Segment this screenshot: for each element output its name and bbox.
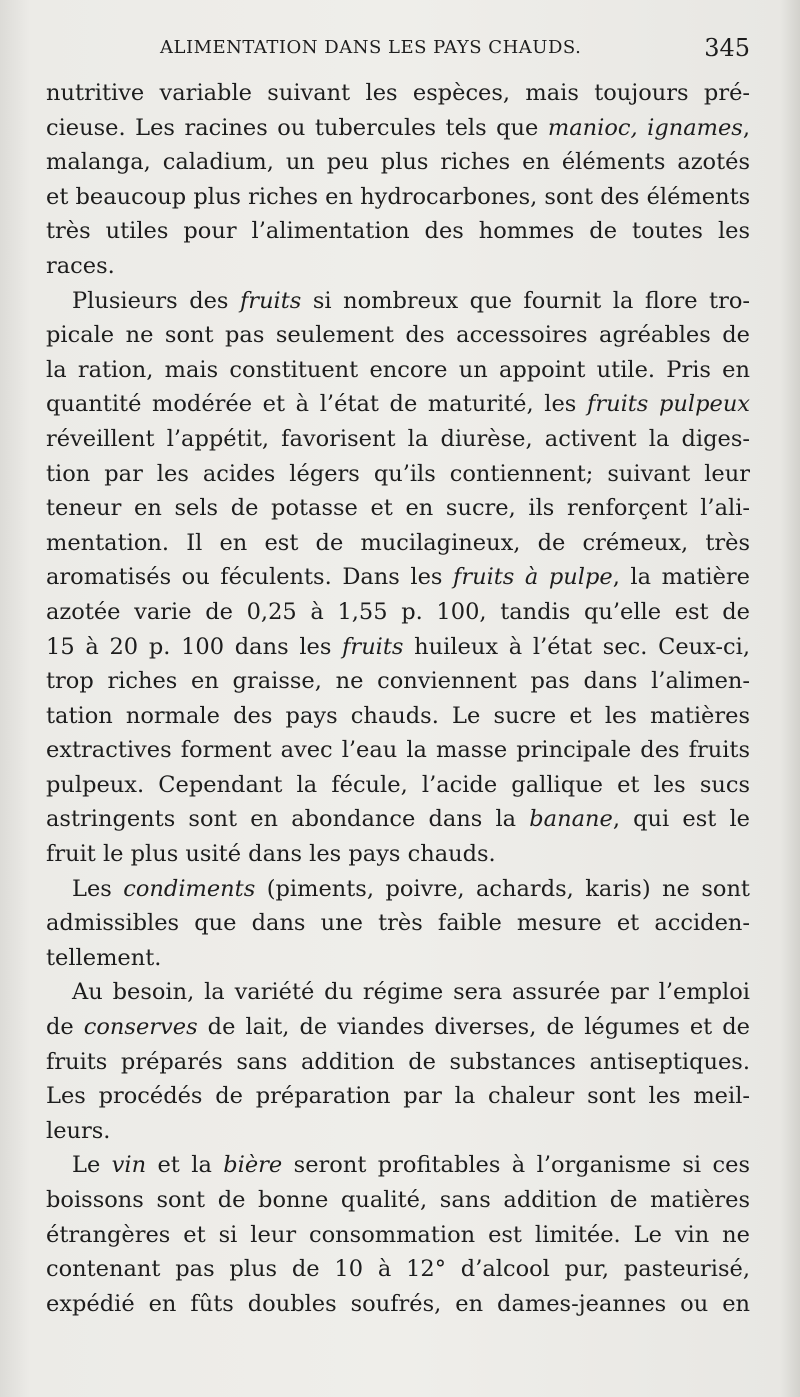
text-run: boissons sont de bonne qualité, sans addition de matières bbox=[46, 1187, 750, 1213]
text-run: picale ne sont pas seulement des accessoires agréables de bbox=[46, 322, 750, 349]
text-run: très utiles pour l’alimentation des hommes de toutes les bbox=[46, 218, 750, 245]
text-run: admissibles que dans une très faible mesure et acciden- bbox=[46, 910, 750, 937]
text-run: tellement. bbox=[46, 944, 162, 971]
text-run: races. bbox=[46, 252, 115, 279]
italic-term: fruits bbox=[239, 287, 302, 314]
text-line bbox=[46, 595, 750, 630]
text-run: et la bbox=[146, 1152, 224, 1179]
italic-term: conserves bbox=[83, 1014, 198, 1041]
text-line bbox=[46, 699, 750, 734]
text-line bbox=[46, 560, 750, 595]
text-line bbox=[46, 664, 750, 699]
text-line bbox=[46, 1183, 750, 1218]
text-run: , qui est le bbox=[612, 806, 750, 833]
text-line bbox=[46, 76, 750, 111]
text-line bbox=[46, 768, 750, 803]
text-line bbox=[46, 318, 750, 353]
text-run: et beaucoup plus riches en hydrocarbones, sont des éléments bbox=[46, 183, 750, 210]
text-line bbox=[46, 630, 750, 665]
italic-term: banane bbox=[529, 806, 613, 833]
text-run: Les bbox=[72, 875, 124, 902]
text-line bbox=[46, 1252, 750, 1287]
text-line bbox=[46, 941, 750, 976]
text-run: seront profitables à l’organisme si ces bbox=[282, 1152, 750, 1179]
text-line bbox=[46, 526, 750, 561]
text-run: Les procédés de préparation par la chaleur sont les meil- bbox=[46, 1083, 750, 1110]
text-line bbox=[46, 802, 750, 837]
text-line bbox=[46, 422, 750, 457]
text-line bbox=[46, 1045, 750, 1080]
text-run: pulpeux. Cependant la fécule, l’acide gallique et les sucs bbox=[46, 771, 750, 798]
italic-term: manioc, ignames bbox=[547, 114, 743, 141]
text-run: Au besoin, la variété du régime sera assurée par l’emploi bbox=[72, 979, 750, 1006]
text-run: mentation. Il en est de mucilagineux, de crémeux, très bbox=[46, 529, 750, 556]
text-line bbox=[46, 906, 750, 941]
italic-term: fruits bbox=[342, 633, 404, 660]
text-run: de bbox=[46, 1014, 84, 1041]
text-run: Le bbox=[72, 1152, 112, 1179]
text-line bbox=[46, 1010, 750, 1045]
page-header bbox=[0, 34, 800, 74]
text-run: étrangères et si leur consommation est limitée. Le vin ne bbox=[46, 1221, 750, 1248]
text-line bbox=[46, 1148, 750, 1183]
text-line bbox=[46, 491, 750, 526]
text-run: la ration, mais constituent encore un appoint utile. Pris en bbox=[46, 356, 750, 383]
text-run: contenant pas plus de 10 à 12° d’alcool pur, pasteurisé, bbox=[46, 1256, 750, 1283]
text-run: huileux à l’état sec. Ceux-ci, bbox=[403, 633, 750, 660]
text-run: teneur en sels de potasse et en sucre, ils renforçent l’ali- bbox=[46, 495, 750, 522]
text-line bbox=[46, 214, 750, 249]
text-line bbox=[46, 733, 750, 768]
body-text bbox=[46, 76, 750, 1321]
italic-term: vin bbox=[111, 1152, 147, 1179]
text-line bbox=[46, 975, 750, 1010]
text-run: réveillent l’appétit, favorisent la diurèse, activent la diges- bbox=[46, 425, 750, 452]
running-head: ALIMENTATION DANS LES PAYS CHAUDS. bbox=[160, 37, 582, 58]
text-line bbox=[46, 1079, 750, 1114]
text-run: fruit le plus usité dans les pays chauds. bbox=[46, 841, 496, 868]
text-line bbox=[46, 872, 750, 907]
text-run: quantité modérée et à l’état de maturité, les bbox=[46, 391, 587, 418]
text-line bbox=[46, 249, 750, 284]
text-run: astringents sont en abondance dans la bbox=[46, 806, 530, 833]
text-line bbox=[46, 1287, 750, 1322]
text-line bbox=[46, 353, 750, 388]
text-line bbox=[46, 111, 750, 146]
text-line bbox=[46, 387, 750, 422]
text-run: 15 à 20 p. 100 dans les bbox=[46, 633, 343, 660]
italic-term: fruits pulpeux bbox=[587, 391, 750, 418]
text-run: , la matière bbox=[612, 564, 750, 591]
text-run: extractives forment avec l’eau la masse principale des fruits bbox=[46, 737, 750, 764]
text-run: si nombreux que fournit la flore tro- bbox=[301, 287, 750, 314]
text-run: tation normale des pays chauds. Le sucre et les matières bbox=[46, 702, 750, 729]
text-run: tion par les acides légers qu’ils contiennent; suivant leur bbox=[46, 460, 750, 487]
text-run: leurs. bbox=[46, 1117, 111, 1144]
text-line bbox=[46, 145, 750, 180]
text-line bbox=[46, 1114, 750, 1149]
italic-term: bière bbox=[223, 1152, 283, 1179]
text-run: Plusieurs des bbox=[72, 287, 240, 314]
text-run: azotée varie de 0,25 à 1,55 p. 100, tandis qu’elle est de bbox=[46, 598, 750, 625]
text-run: nutritive variable suivant les espèces, mais toujours pré- bbox=[46, 80, 750, 106]
text-line bbox=[46, 284, 750, 319]
text-run: , bbox=[742, 114, 750, 141]
text-run: trop riches en graisse, ne conviennent pas dans l’alimen- bbox=[46, 668, 750, 695]
text-line bbox=[46, 180, 750, 215]
page-number: 345 bbox=[704, 34, 750, 62]
text-run: de lait, de viandes diverses, de légumes et de bbox=[197, 1014, 750, 1041]
text-line bbox=[46, 1218, 750, 1253]
italic-term: fruits à pulpe bbox=[453, 564, 613, 591]
text-run: fruits préparés sans addition de substances antiseptiques. bbox=[46, 1048, 750, 1075]
text-run: aromatisés ou féculents. Dans les bbox=[46, 564, 453, 591]
text-line bbox=[46, 457, 750, 492]
text-line bbox=[46, 837, 750, 872]
text-run: (piments, poivre, achards, karis) ne sont bbox=[255, 875, 750, 902]
text-run: expédié en fûts doubles soufrés, en dames-jeannes ou en bbox=[46, 1290, 750, 1317]
text-run: cieuse. Les racines ou tubercules tels que bbox=[46, 114, 548, 141]
text-run: malanga, caladium, un peu plus riches en éléments azotés bbox=[46, 149, 750, 176]
italic-term: condiments bbox=[123, 875, 256, 902]
